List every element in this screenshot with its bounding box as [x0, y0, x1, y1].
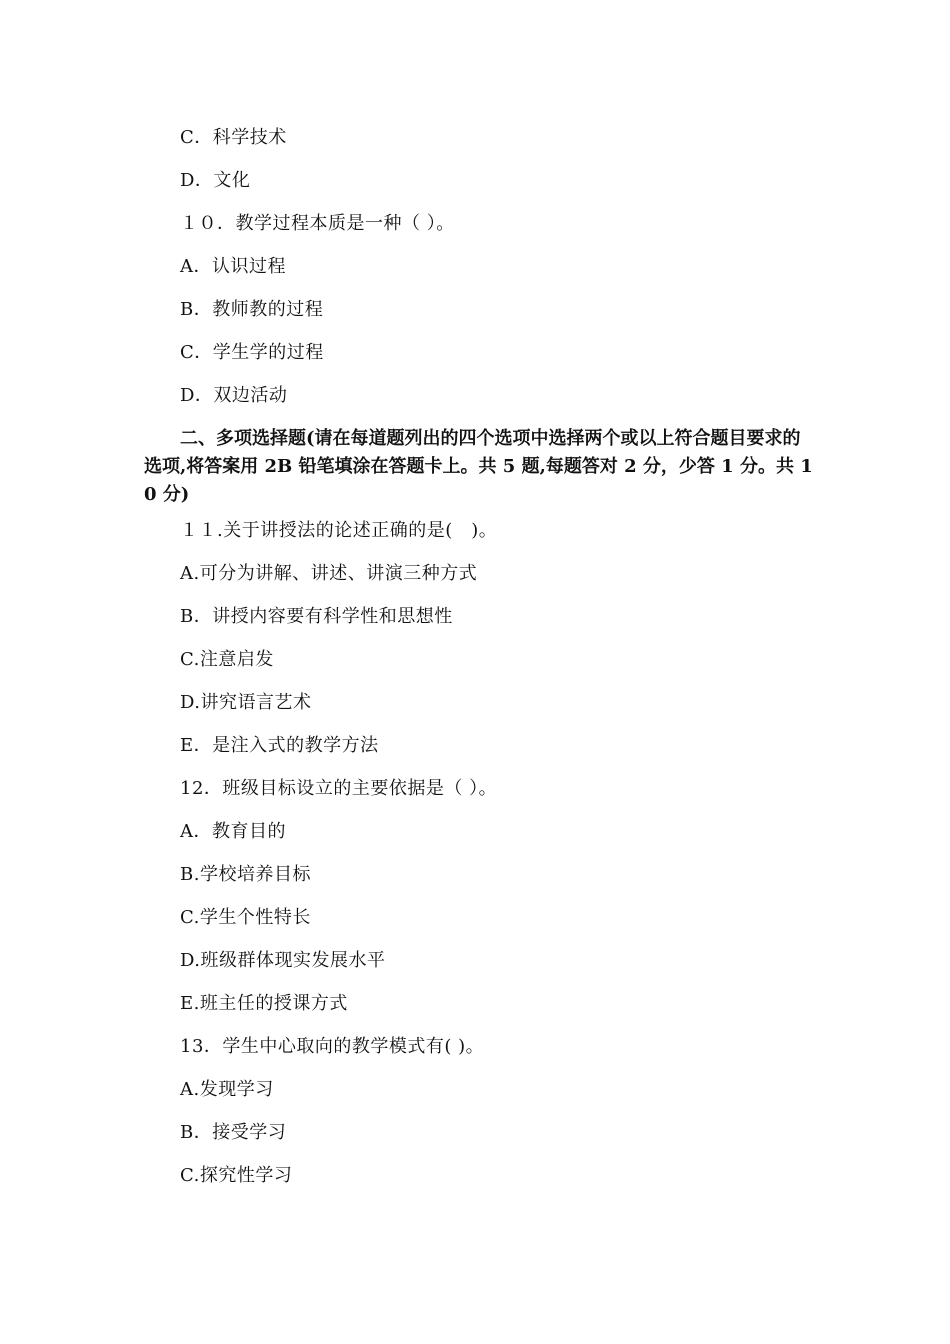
option-10c: C．学生学的过程	[180, 342, 324, 363]
option-12e: E.班主任的授课方式	[180, 993, 348, 1014]
question-12: 12．班级目标设立的主要依据是（ ）。	[180, 778, 498, 799]
option-12a: A．教育目的	[180, 821, 286, 842]
option-11e: E．是注入式的教学方法	[180, 735, 379, 756]
option-12c: C.学生个性特长	[180, 907, 311, 928]
option-9c: C．科学技术	[180, 127, 287, 148]
option-12b: B.学校培养目标	[180, 864, 311, 885]
option-11a: A.可分为讲解、讲述、讲演三种方式	[180, 563, 478, 584]
option-10d: D．双边活动	[180, 385, 288, 406]
section-heading-multiple-choice: 二、多项选择题(请在每道题列出的四个选项中选择两个或以上符合题目要求的选项,将答案用 2B 铅笔填涂在答题卡上。共 5 题,每题答对 2 分，少答 1 分。共 10 分)	[144, 428, 813, 505]
option-11d: D.讲究语言艺术	[180, 692, 312, 713]
question-10: １０．教学过程本质是一种（ ）。	[180, 213, 455, 234]
option-11c: C.注意启发	[180, 649, 274, 670]
option-13b: B．接受学习	[180, 1122, 287, 1143]
option-11b: B．讲授内容要有科学性和思想性	[180, 606, 453, 627]
option-10b: B．教师教的过程	[180, 299, 324, 320]
option-9d: D．文化	[180, 170, 251, 191]
option-13a: A.发现学习	[180, 1079, 274, 1100]
option-13c: C.探究性学习	[180, 1165, 293, 1186]
question-13: 13．学生中心取向的教学模式有( )。	[180, 1036, 485, 1057]
option-12d: D.班级群体现实发展水平	[180, 950, 386, 971]
option-10a: A．认识过程	[180, 256, 286, 277]
question-11: １１.关于讲授法的论述正确的是( )。	[180, 520, 498, 541]
